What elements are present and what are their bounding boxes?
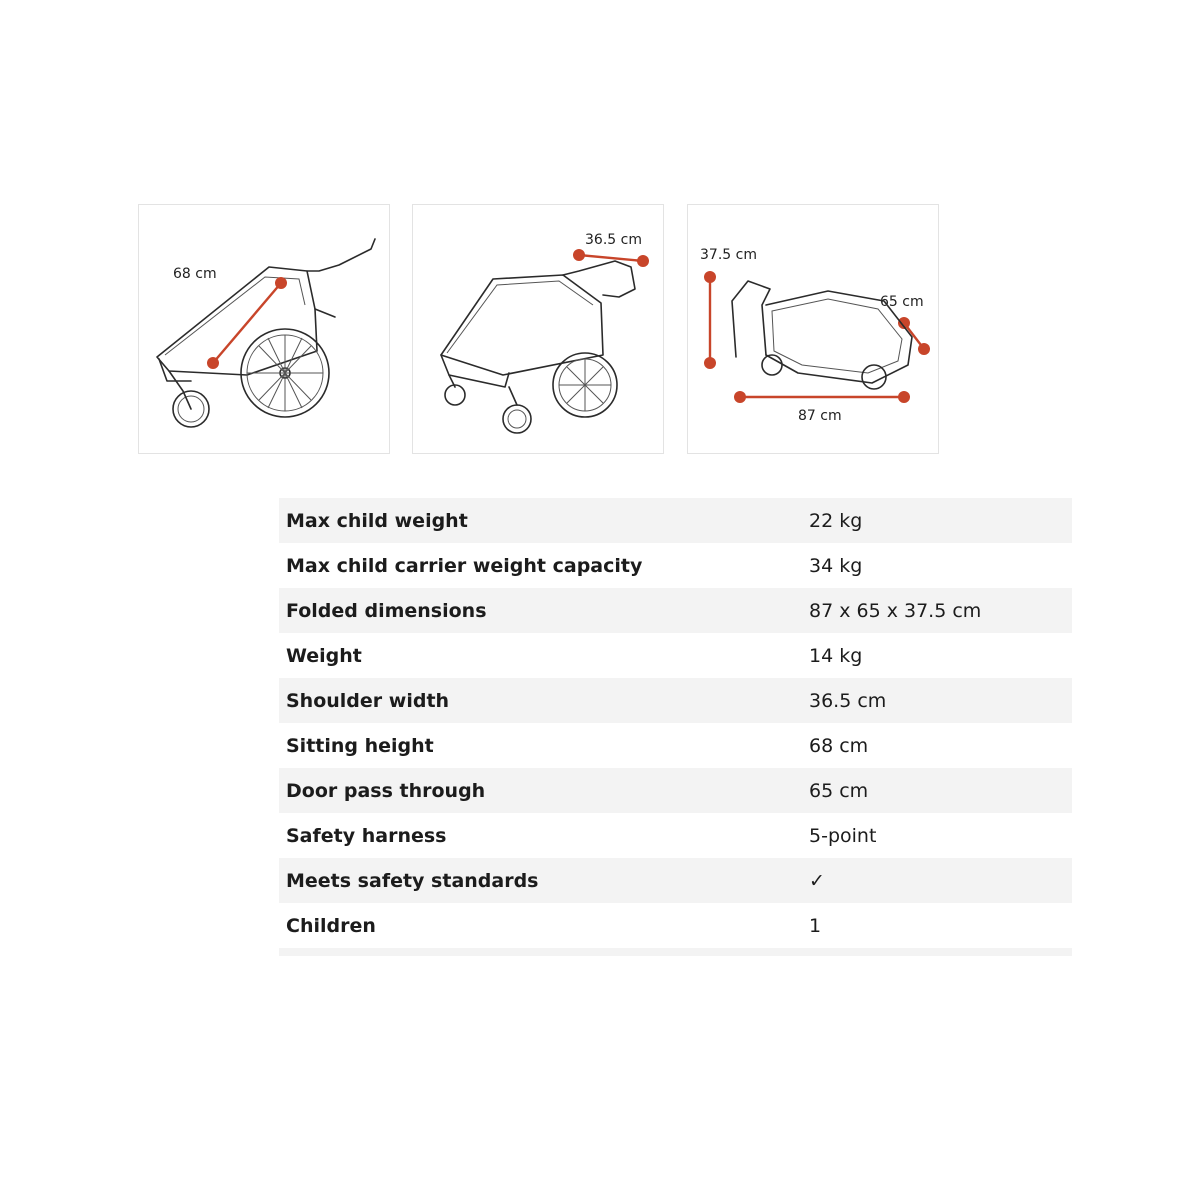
sitting-height-label: 68 cm (173, 266, 217, 282)
spec-row-safety-standards (279, 858, 1072, 903)
spec-row-shoulder-width (279, 678, 1072, 723)
folded-depth-label: 65 cm (880, 294, 924, 310)
spec-value: 87 x 65 x 37.5 cm (809, 599, 982, 622)
spec-label: Children (286, 914, 376, 937)
spec-row-max-child-weight (279, 498, 1072, 543)
stroller-front-illustration (413, 205, 663, 453)
shoulder-width-label: 36.5 cm (585, 232, 642, 248)
spec-label: Shoulder width (286, 689, 450, 712)
spec-row-children (279, 903, 1072, 948)
spec-value: 1 (809, 914, 822, 937)
spec-label: Meets safety standards (286, 869, 539, 892)
checkmark-icon: ✓ (809, 869, 825, 892)
spec-value: 22 kg (809, 509, 863, 532)
spec-label: Folded dimensions (286, 599, 487, 622)
spec-value: 34 kg (809, 554, 863, 577)
specifications-table (279, 498, 1072, 956)
spec-value: 36.5 cm (809, 689, 887, 712)
stroller-side-illustration (139, 205, 389, 453)
spec-label: Door pass through (286, 779, 486, 802)
spec-row-sitting-height (279, 723, 1072, 768)
spec-label: Safety harness (286, 824, 447, 847)
spec-label: Weight (286, 644, 362, 667)
diagram-sitting-height (138, 204, 390, 454)
spec-label: Sitting height (286, 734, 434, 757)
spec-row-weight (279, 633, 1072, 678)
spec-label: Max child weight (286, 509, 468, 532)
spec-row-door-pass-through (279, 768, 1072, 813)
spec-label: Max child carrier weight capacity (286, 554, 643, 577)
spec-value: 65 cm (809, 779, 869, 802)
spec-row-safety-harness (279, 813, 1072, 858)
spec-value: 14 kg (809, 644, 863, 667)
spec-row-folded-dimensions (279, 588, 1072, 633)
folded-length-label: 87 cm (798, 408, 842, 424)
spec-value: 68 cm (809, 734, 869, 757)
folded-height-label: 37.5 cm (700, 247, 757, 263)
spec-value: 5-point (809, 824, 877, 847)
spec-row-max-carrier-capacity (279, 543, 1072, 588)
diagram-shoulder-width (412, 204, 664, 454)
table-footer-divider (279, 948, 1072, 956)
stroller-folded-illustration (688, 205, 938, 453)
diagram-folded-dimensions (687, 204, 939, 454)
